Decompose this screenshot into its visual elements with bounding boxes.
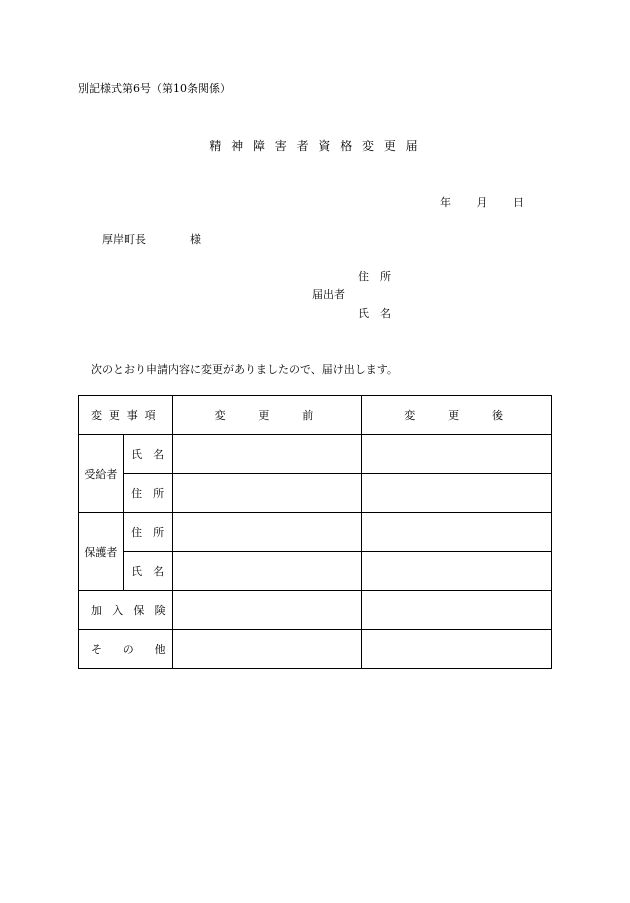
addressee-name: 厚岸町長 [102,233,146,246]
recipient-name-label-cell [123,435,172,474]
header-item-cell [79,396,173,435]
insurance-before-cell[interactable] [172,591,362,630]
guardian-address-after-cell[interactable] [362,513,552,552]
other-before-cell[interactable] [172,630,362,669]
header-item-char: 変 [91,409,102,422]
header-after-cell [362,396,552,435]
guardian-address-before-cell[interactable] [172,513,362,552]
document-title: 精 神 障 害 者 資 格 変 更 届 [209,139,421,153]
change-table [78,395,552,669]
table-row [79,474,552,513]
guardian-name-after-cell[interactable] [362,552,552,591]
header-before-char: 変 [214,409,226,422]
guardian-address-label: 住 所 [131,526,165,539]
header-item-char: 事 [126,409,138,422]
recipient-address-label-cell [123,474,172,513]
addressee-line [102,231,201,247]
guardian-name-label: 氏 名 [131,565,165,578]
header-item-char: 更 [108,409,120,422]
header-item-char: 項 [144,409,156,422]
table-row [79,630,552,669]
table-row [79,513,552,552]
header-before-cell [172,396,362,435]
recipient-label: 受給者 [84,467,118,481]
recipient-name-after-cell[interactable] [362,435,552,474]
header-before-char: 前 [302,409,314,422]
insurance-after-cell[interactable] [362,591,552,630]
recipient-category-cell [79,435,124,513]
notifier-address-label: 住 所 [358,270,391,283]
header-after-char: 変 [404,409,416,422]
recipient-name-before-cell[interactable] [172,435,362,474]
other-label-cell [79,630,173,669]
date-line [440,194,524,210]
guardian-label: 保護者 [84,545,118,559]
date-day-label: 日 [513,196,524,209]
header-before-char: 更 [258,409,270,422]
body-statement: 次のとおり申請内容に変更がありましたので、届け出します。 [91,363,398,376]
recipient-address-label: 住 所 [131,487,165,500]
guardian-name-before-cell[interactable] [172,552,362,591]
guardian-name-label-cell [123,552,172,591]
guardian-address-label-cell [123,513,172,552]
table-row [79,591,552,630]
date-year-label: 年 [440,196,451,209]
header-after-char: 更 [448,409,460,422]
other-after-cell[interactable] [362,630,552,669]
insurance-char: 保 [133,604,145,617]
other-char: 他 [154,643,166,656]
recipient-name-label: 氏 名 [131,448,165,461]
insurance-char: 険 [154,604,166,617]
table-row [79,552,552,591]
notifier-role-label: 届出者 [312,288,345,301]
other-char: そ [91,643,102,656]
date-month-label: 月 [476,196,488,209]
table-row [79,435,552,474]
table-header-row [79,396,552,435]
notifier-name-label: 氏 名 [358,307,391,320]
insurance-char: 加 [91,604,102,617]
guardian-category-cell [79,513,124,591]
other-char: の [122,643,134,656]
recipient-address-after-cell[interactable] [362,474,552,513]
addressee-honorific: 様 [190,233,201,246]
form-reference: 別記様式第6号（第10条関係） [78,82,231,95]
insurance-label-cell [79,591,173,630]
insurance-char: 入 [112,604,124,617]
recipient-address-before-cell[interactable] [172,474,362,513]
header-after-char: 後 [492,409,503,422]
